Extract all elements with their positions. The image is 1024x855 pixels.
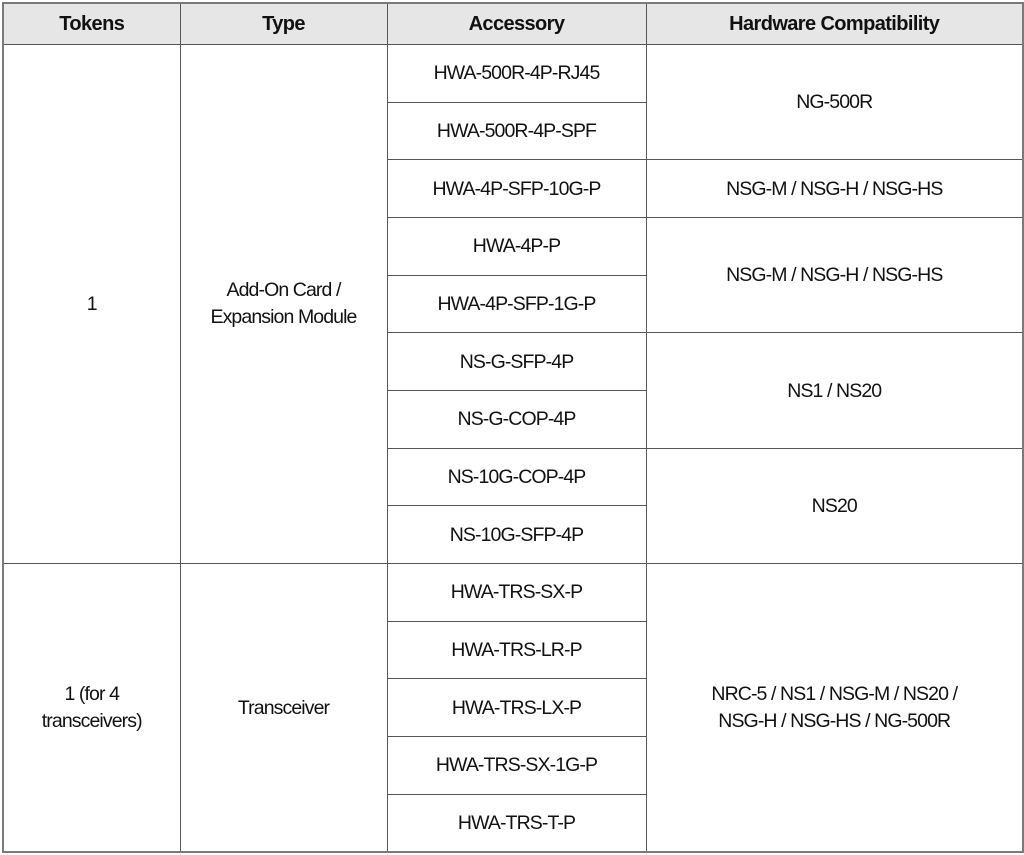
type-line-1: Add-On Card /	[226, 279, 341, 302]
accessory-cell: NS-10G-COP-4P	[387, 448, 646, 506]
table-header-row	[3, 3, 1023, 45]
header-type: Type	[180, 3, 387, 45]
accessory-cell: HWA-4P-P	[387, 218, 646, 276]
accessory-cell: NS-G-COP-4P	[387, 391, 646, 449]
accessory-cell: HWA-4P-SFP-10G-P	[387, 160, 646, 218]
header-accessory: Accessory	[387, 3, 646, 45]
compatibility-cell: NSG-M / NSG-H / NSG-HS	[646, 218, 1023, 333]
accessory-cell: HWA-TRS-LR-P	[387, 621, 646, 679]
type-cell	[180, 45, 387, 564]
type-value: Transceiver	[237, 696, 330, 719]
table-row	[3, 564, 1023, 622]
accessory-cell: NS-10G-SFP-4P	[387, 506, 646, 564]
compatibility-cell: NS20	[646, 448, 1023, 563]
type-cell	[180, 564, 387, 852]
accessory-cell: HWA-TRS-SX-P	[387, 564, 646, 622]
accessory-cell: NS-G-SFP-4P	[387, 333, 646, 391]
accessory-cell: HWA-4P-SFP-1G-P	[387, 275, 646, 333]
compatibility-table-container	[2, 2, 1022, 853]
accessory-cell: HWA-TRS-LX-P	[387, 679, 646, 737]
compatibility-cell	[646, 564, 1023, 852]
tokens-value: 1	[86, 293, 97, 316]
header-hardware-compatibility: Hardware Compatibility	[646, 3, 1023, 45]
table-row	[3, 45, 1023, 103]
accessory-cell: HWA-500R-4P-RJ45	[387, 45, 646, 103]
tokens-cell	[3, 564, 180, 852]
accessory-cell: HWA-TRS-SX-1G-P	[387, 737, 646, 795]
tokens-line-1: 1 (for 4	[64, 682, 120, 705]
compatibility-line-1: NRC-5 / NS1 / NSG-M / NS20 /	[711, 682, 958, 705]
compatibility-cell: NSG-M / NSG-H / NSG-HS	[646, 160, 1023, 218]
compatibility-cell: NS1 / NS20	[646, 333, 1023, 448]
accessory-compatibility-table	[2, 2, 1024, 853]
accessory-cell: HWA-TRS-T-P	[387, 794, 646, 852]
compatibility-line-2: NSG-H / NSG-HS / NG-500R	[718, 709, 951, 732]
tokens-cell	[3, 45, 180, 564]
type-line-2: Expansion Module	[210, 306, 357, 329]
accessory-cell: HWA-500R-4P-SPF	[387, 102, 646, 160]
compatibility-cell: NG-500R	[646, 45, 1023, 160]
tokens-line-2: transceivers)	[41, 709, 142, 732]
header-tokens: Tokens	[3, 3, 180, 45]
